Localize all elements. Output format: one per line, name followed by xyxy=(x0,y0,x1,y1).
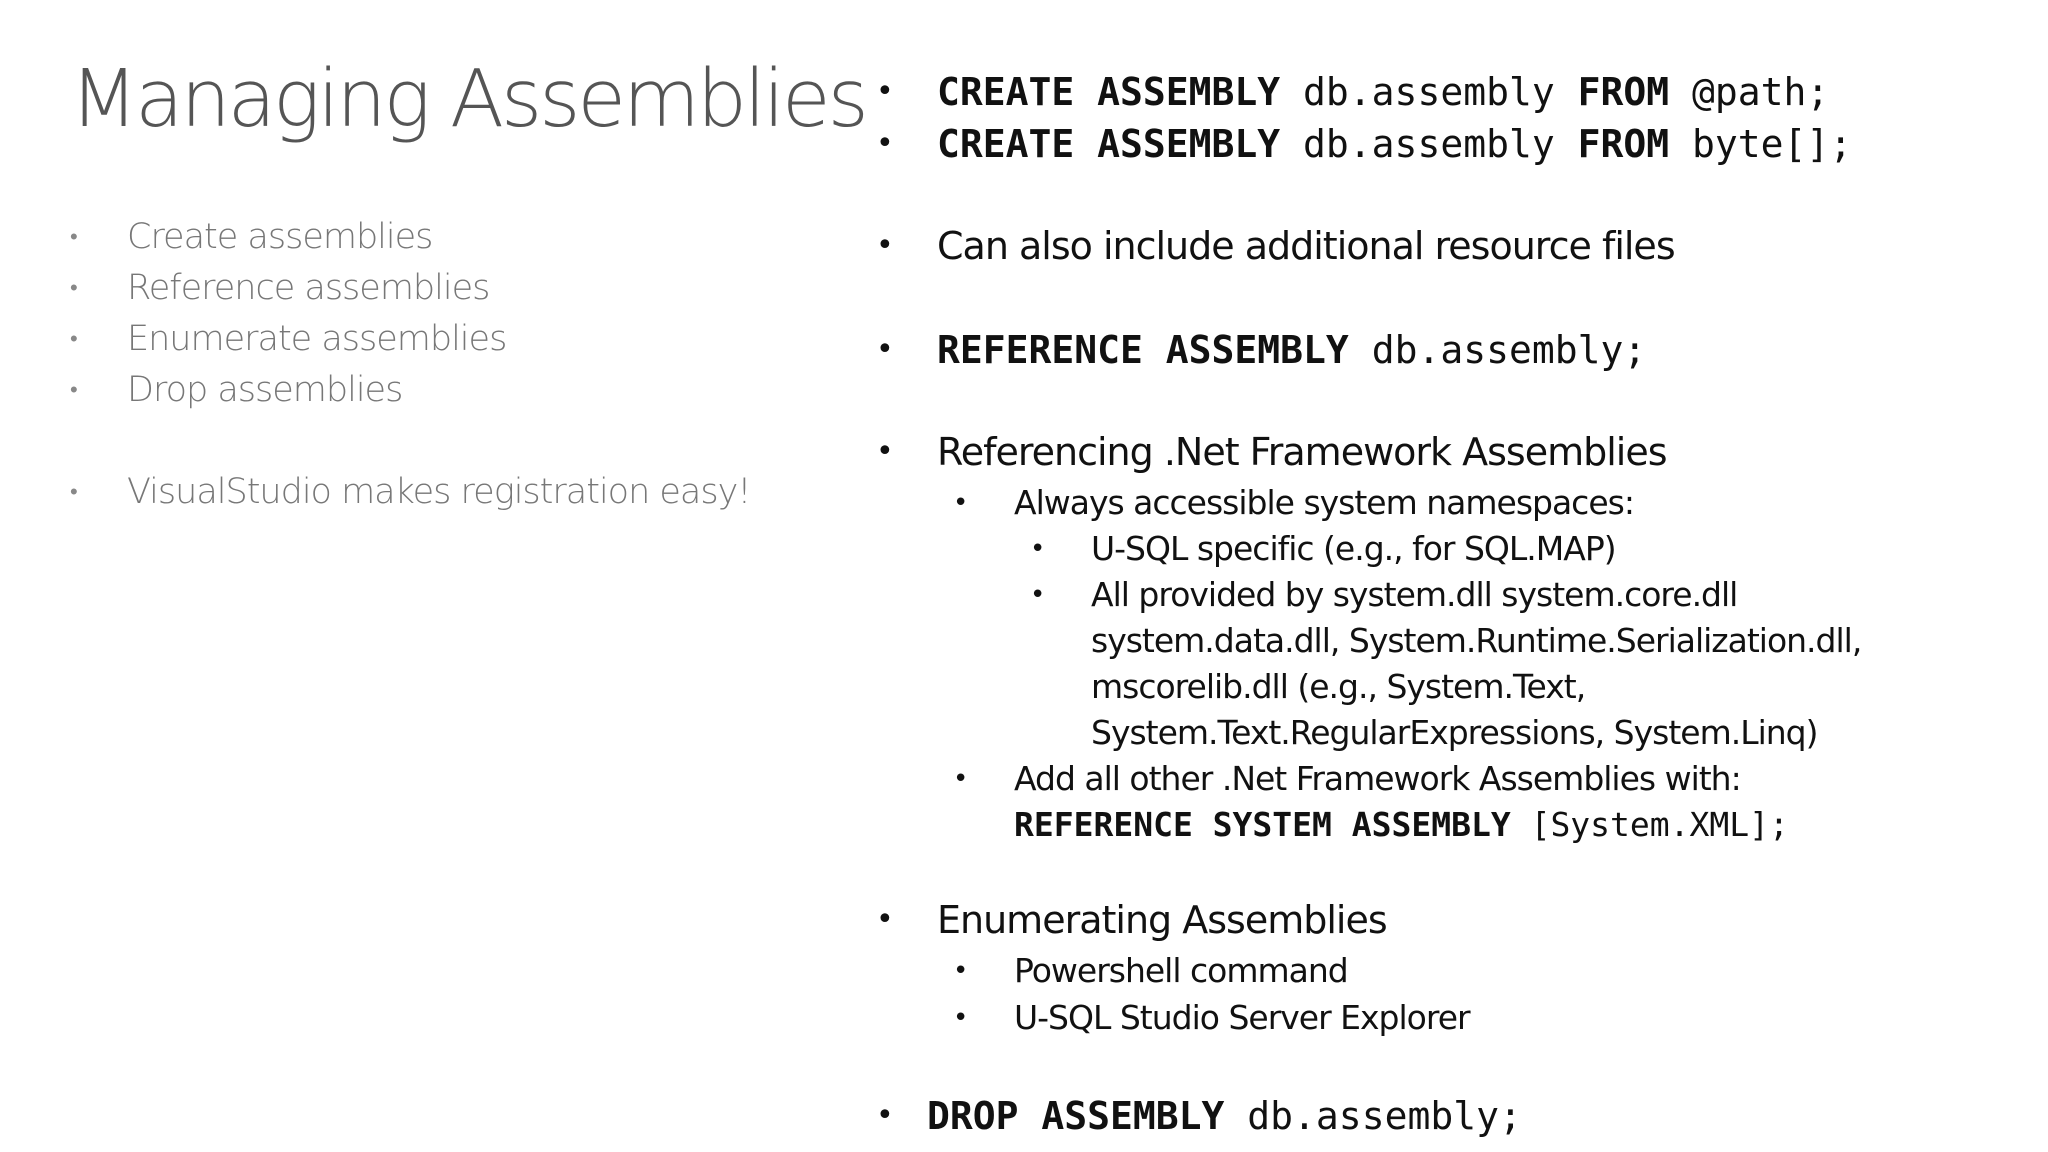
bullet-icon: • xyxy=(876,228,893,263)
bullet-icon: • xyxy=(953,764,968,794)
create-from-path-line: • CREATE ASSEMBLY db.assembly FROM @path; xyxy=(876,66,1829,118)
topic-list xyxy=(70,212,750,518)
bullet-icon: • xyxy=(876,126,894,161)
create-from-bytes-line: • CREATE ASSEMBLY db.assembly FROM byte[]; xyxy=(876,118,1852,170)
all-provided-line-continued: System.Text.RegularExpressions, System.Linq) xyxy=(1091,713,1818,752)
all-provided-line-continued: mscorelib.dll (e.g., System.Text, xyxy=(1091,667,1586,706)
list-item: • Powershell command xyxy=(876,948,1348,994)
reference-system-assembly-line: REFERENCE SYSTEM ASSEMBLY [System.XML]; xyxy=(1014,805,1789,844)
bullet-icon: • xyxy=(876,332,894,367)
bullet-icon: • xyxy=(876,74,894,109)
list-item: • Enumerate assemblies xyxy=(70,314,750,365)
all-provided-line: • All provided by system.dll system.core.dll xyxy=(876,572,1737,618)
bullet-icon: • xyxy=(1030,580,1045,610)
list-item: • U-SQL Studio Server Explorer xyxy=(876,995,1470,1041)
bullet-icon: • xyxy=(70,225,77,250)
list-item: • Reference assemblies xyxy=(70,263,750,314)
bullet-icon: • xyxy=(70,276,77,301)
enumerating-heading: • Enumerating Assemblies xyxy=(876,894,1387,946)
bullet-icon: • xyxy=(953,1003,968,1033)
reference-assembly-line: • REFERENCE ASSEMBLY db.assembly; xyxy=(876,324,1646,376)
bullet-icon: • xyxy=(876,902,893,937)
list-item: • VisualStudio makes registration easy! xyxy=(70,467,750,518)
bullet-icon: • xyxy=(953,956,968,986)
bullet-icon: • xyxy=(876,434,893,469)
bullet-icon: • xyxy=(1030,534,1045,564)
all-provided-line-continued: system.data.dll, System.Runtime.Serialization.dll, xyxy=(1091,621,1862,660)
list-item: • Create assemblies xyxy=(70,212,750,263)
bullet-icon: • xyxy=(70,480,77,505)
drop-assembly-line: • DROP ASSEMBLY db.assembly; xyxy=(876,1090,1522,1142)
usql-specific-line: • U-SQL specific (e.g., for SQL.MAP) xyxy=(876,526,1616,572)
add-other-line: • Add all other .Net Framework Assemblies with: xyxy=(876,756,1741,802)
list-item: • Drop assemblies xyxy=(70,365,750,416)
bullet-icon: • xyxy=(70,327,77,352)
resource-files-line: • Can also include additional resource files xyxy=(876,220,1675,272)
bullet-icon: • xyxy=(876,1098,894,1133)
framework-heading: • Referencing .Net Framework Assemblies xyxy=(876,426,1667,478)
slide-title: Managing Assemblies xyxy=(70,53,866,145)
always-accessible-line: • Always accessible system namespaces: xyxy=(876,480,1634,526)
bullet-icon: • xyxy=(953,488,968,518)
bullet-icon: • xyxy=(70,378,77,403)
